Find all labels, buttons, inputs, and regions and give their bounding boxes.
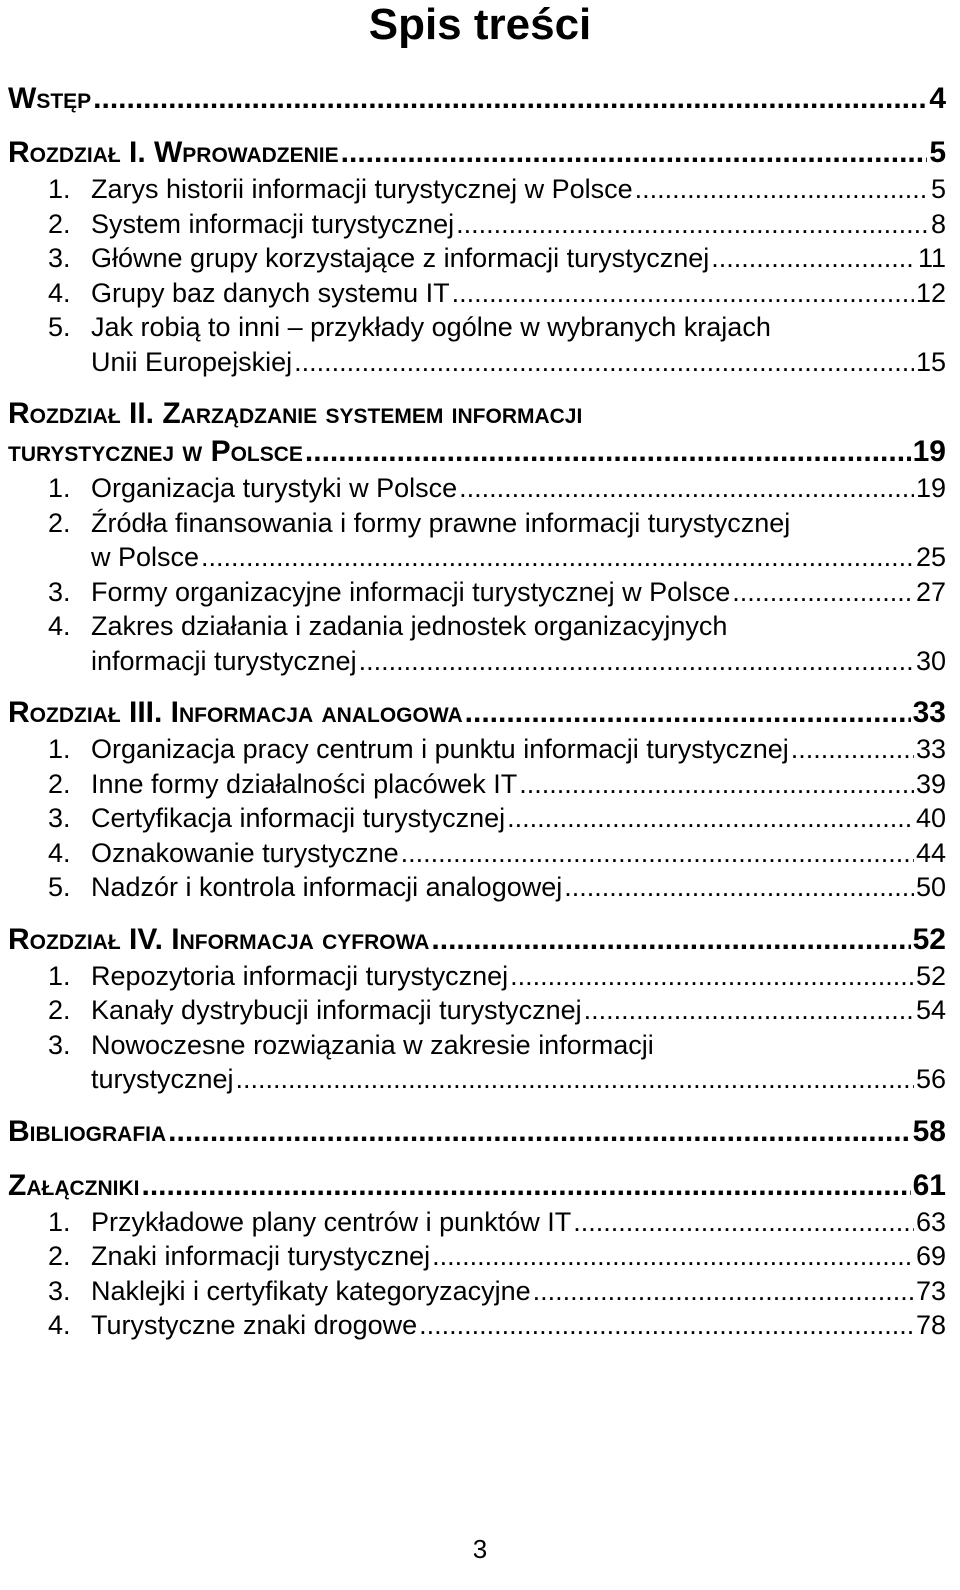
section-page-number: 39 xyxy=(915,768,946,799)
dot-leader xyxy=(791,732,914,767)
dot-leader xyxy=(564,870,914,905)
dot-leader xyxy=(93,80,927,118)
section-page-number: 52 xyxy=(915,960,946,991)
section-title: Naklejki i certyfikaty kategoryzacyjne xyxy=(91,1275,531,1306)
section-number: 2. xyxy=(48,507,71,538)
section-number: 2. xyxy=(48,995,71,1025)
section-page-number: 54 xyxy=(915,995,946,1025)
section-number: 1. xyxy=(48,734,71,764)
chapter-title: Załączniki xyxy=(8,1168,140,1202)
dot-leader xyxy=(201,540,914,575)
page-title: Spis treści xyxy=(368,0,592,49)
section-number: 5. xyxy=(48,872,71,902)
section-title-line: Unii Europejskiej xyxy=(91,346,293,377)
section-page-number: 33 xyxy=(915,734,946,764)
dot-leader xyxy=(573,1205,914,1240)
section-title: Repozytoria informacji turystycznej xyxy=(91,960,509,991)
section-page-number: 11 xyxy=(917,243,946,273)
toc-section-entry xyxy=(8,1239,946,1274)
dot-leader xyxy=(294,345,914,380)
dot-leader xyxy=(432,1239,914,1274)
dot-leader xyxy=(431,921,910,959)
dot-leader xyxy=(533,1274,914,1309)
section-title-line: Jak robią to inni – przykłady ogólne w wybranych krajach xyxy=(91,312,771,342)
chapter-page-number: 19 xyxy=(912,435,946,468)
dot-leader xyxy=(168,1113,910,1151)
section-page-number: 8 xyxy=(930,208,946,239)
dot-leader xyxy=(456,207,929,242)
section-title: System informacji turystycznej xyxy=(91,208,455,239)
chapter-title-line: turystycznej w Polsce xyxy=(8,435,303,468)
toc-section-entry xyxy=(8,1028,946,1063)
section-number: 2. xyxy=(48,1241,71,1271)
toc-section-entry xyxy=(8,993,946,1028)
toc-section-entry-continuation xyxy=(8,540,946,575)
dot-leader xyxy=(507,801,914,836)
dot-leader xyxy=(419,1308,914,1343)
toc-section-entry xyxy=(8,506,946,541)
toc-section-entry xyxy=(8,1205,946,1240)
chapter-page-number: 52 xyxy=(912,922,946,956)
dot-leader xyxy=(465,694,911,732)
section-title: Zarys historii informacji turystycznej w Polsce xyxy=(91,174,633,204)
section-number: 1. xyxy=(48,473,71,503)
section-title: Grupy baz danych systemu IT xyxy=(91,277,450,308)
section-page-number: 19 xyxy=(915,473,946,503)
chapter-page-number: 61 xyxy=(912,1168,946,1202)
toc-section-entry xyxy=(8,959,946,994)
section-page-number: 27 xyxy=(915,576,946,607)
section-page-number: 44 xyxy=(915,837,946,868)
section-number: 1. xyxy=(48,1206,71,1237)
chapter-title: Wstęp xyxy=(8,82,92,115)
toc-section-entry xyxy=(8,172,946,207)
toc-chapter-entry xyxy=(8,395,946,433)
dot-leader xyxy=(459,471,914,506)
dot-leader xyxy=(305,433,911,471)
dot-leader xyxy=(401,836,914,871)
section-page-number: 63 xyxy=(915,1206,946,1237)
section-title: Znaki informacji turystycznej xyxy=(91,1241,431,1271)
section-number: 2. xyxy=(48,768,71,799)
dot-leader xyxy=(236,1062,914,1097)
section-page-number: 12 xyxy=(915,277,946,308)
section-number: 4. xyxy=(48,837,71,868)
toc-section-entry xyxy=(8,1274,946,1309)
section-number: 3. xyxy=(48,576,71,607)
section-page-number: 69 xyxy=(915,1241,946,1271)
section-title-line: w Polsce xyxy=(91,542,200,572)
section-page-number: 25 xyxy=(915,542,946,572)
toc-section-entry xyxy=(8,870,946,905)
section-title-line: Źródła finansowania i formy prawne informacji turystycznej xyxy=(91,507,791,538)
section-title-line: Zakres działania i zadania jednostek organizacyjnych xyxy=(91,611,728,641)
section-title-line: turystycznej xyxy=(91,1064,234,1094)
toc-chapter-entry xyxy=(8,1167,946,1205)
toc-section-entry xyxy=(8,836,946,871)
toc-section-entry xyxy=(8,471,946,506)
toc-chapter-entry xyxy=(8,694,946,732)
toc-section-entry xyxy=(8,207,946,242)
section-title: Organizacja pracy centrum i punktu informacji turystycznej xyxy=(91,734,789,764)
section-number: 1. xyxy=(48,174,71,204)
dot-leader xyxy=(635,172,929,207)
page-number: 3 xyxy=(472,1534,488,1564)
section-title: Oznakowanie turystyczne xyxy=(91,837,399,868)
section-number: 3. xyxy=(48,1275,71,1306)
dot-leader xyxy=(452,276,914,311)
dot-leader xyxy=(732,575,914,610)
section-number: 3. xyxy=(48,803,71,833)
toc-section-entry-continuation xyxy=(8,1062,946,1097)
section-title: Inne formy działalności placówek IT xyxy=(91,768,518,799)
dot-leader xyxy=(584,993,914,1028)
toc-section-entry-continuation xyxy=(8,345,946,380)
section-title-line: Nowoczesne rozwiązania w zakresie informacji xyxy=(91,1029,654,1060)
dot-leader xyxy=(359,644,914,679)
section-page-number: 78 xyxy=(915,1310,946,1340)
toc-section-entry xyxy=(8,575,946,610)
section-page-number: 15 xyxy=(915,346,946,377)
dot-leader xyxy=(519,767,914,802)
section-number: 4. xyxy=(48,277,71,308)
section-title: Główne grupy korzystające z informacji turystycznej xyxy=(91,243,710,273)
dot-leader xyxy=(510,959,914,994)
chapter-title: Rozdział IV. Informacja cyfrowa xyxy=(8,922,430,956)
toc-section-entry xyxy=(8,1308,946,1343)
section-title: Certyfikacja informacji turystycznej xyxy=(91,803,506,833)
toc-section-entry xyxy=(8,276,946,311)
table-of-contents xyxy=(8,80,946,1343)
section-page-number: 50 xyxy=(915,872,946,902)
section-title: Nadzór i kontrola informacji analogowej xyxy=(91,872,563,902)
section-number: 3. xyxy=(48,1029,71,1060)
toc-chapter-entry xyxy=(8,80,946,118)
chapter-title: Rozdział I. Wprowadzenie xyxy=(8,136,339,169)
toc-chapter-entry xyxy=(8,921,946,959)
dot-leader xyxy=(711,241,916,276)
chapter-page-number: 58 xyxy=(912,1114,946,1148)
chapter-page-number: 5 xyxy=(929,136,946,169)
chapter-title: Bibliografia xyxy=(8,1114,167,1148)
section-page-number: 5 xyxy=(930,174,946,204)
section-page-number: 30 xyxy=(915,645,946,676)
section-title: Organizacja turystyki w Polsce xyxy=(91,473,458,503)
section-title: Kanały dystrybucji informacji turystycznej xyxy=(91,995,582,1025)
toc-section-entry xyxy=(8,241,946,276)
section-number: 5. xyxy=(48,312,71,342)
section-number: 2. xyxy=(48,208,71,239)
section-number: 4. xyxy=(48,1310,71,1340)
dot-leader xyxy=(141,1167,910,1205)
toc-chapter-entry-continuation xyxy=(8,433,946,471)
section-page-number: 56 xyxy=(915,1064,946,1094)
section-page-number: 73 xyxy=(915,1275,946,1306)
toc-section-entry xyxy=(8,767,946,802)
toc-section-entry-continuation xyxy=(8,644,946,679)
chapter-page-number: 33 xyxy=(912,696,946,729)
section-number: 3. xyxy=(48,243,71,273)
section-page-number: 40 xyxy=(915,803,946,833)
toc-section-entry xyxy=(8,801,946,836)
section-title: Formy organizacyjne informacji turystycznej w Polsce xyxy=(91,576,731,607)
toc-section-entry xyxy=(8,310,946,345)
section-title: Przykładowe plany centrów i punktów IT xyxy=(91,1206,572,1237)
chapter-title: Rozdział III. Informacja analogowa xyxy=(8,696,463,729)
toc-chapter-entry xyxy=(8,1113,946,1151)
section-number: 1. xyxy=(48,960,71,991)
toc-section-entry xyxy=(8,732,946,767)
toc-section-entry xyxy=(8,609,946,644)
chapter-page-number: 4 xyxy=(929,82,946,115)
section-title: Turystyczne znaki drogowe xyxy=(91,1310,418,1340)
toc-chapter-entry xyxy=(8,134,946,172)
dot-leader xyxy=(341,134,928,172)
chapter-title-line: Rozdział II. Zarządzanie systemem informacji xyxy=(8,397,583,430)
section-number: 4. xyxy=(48,611,71,641)
section-title-line: informacji turystycznej xyxy=(91,645,357,676)
